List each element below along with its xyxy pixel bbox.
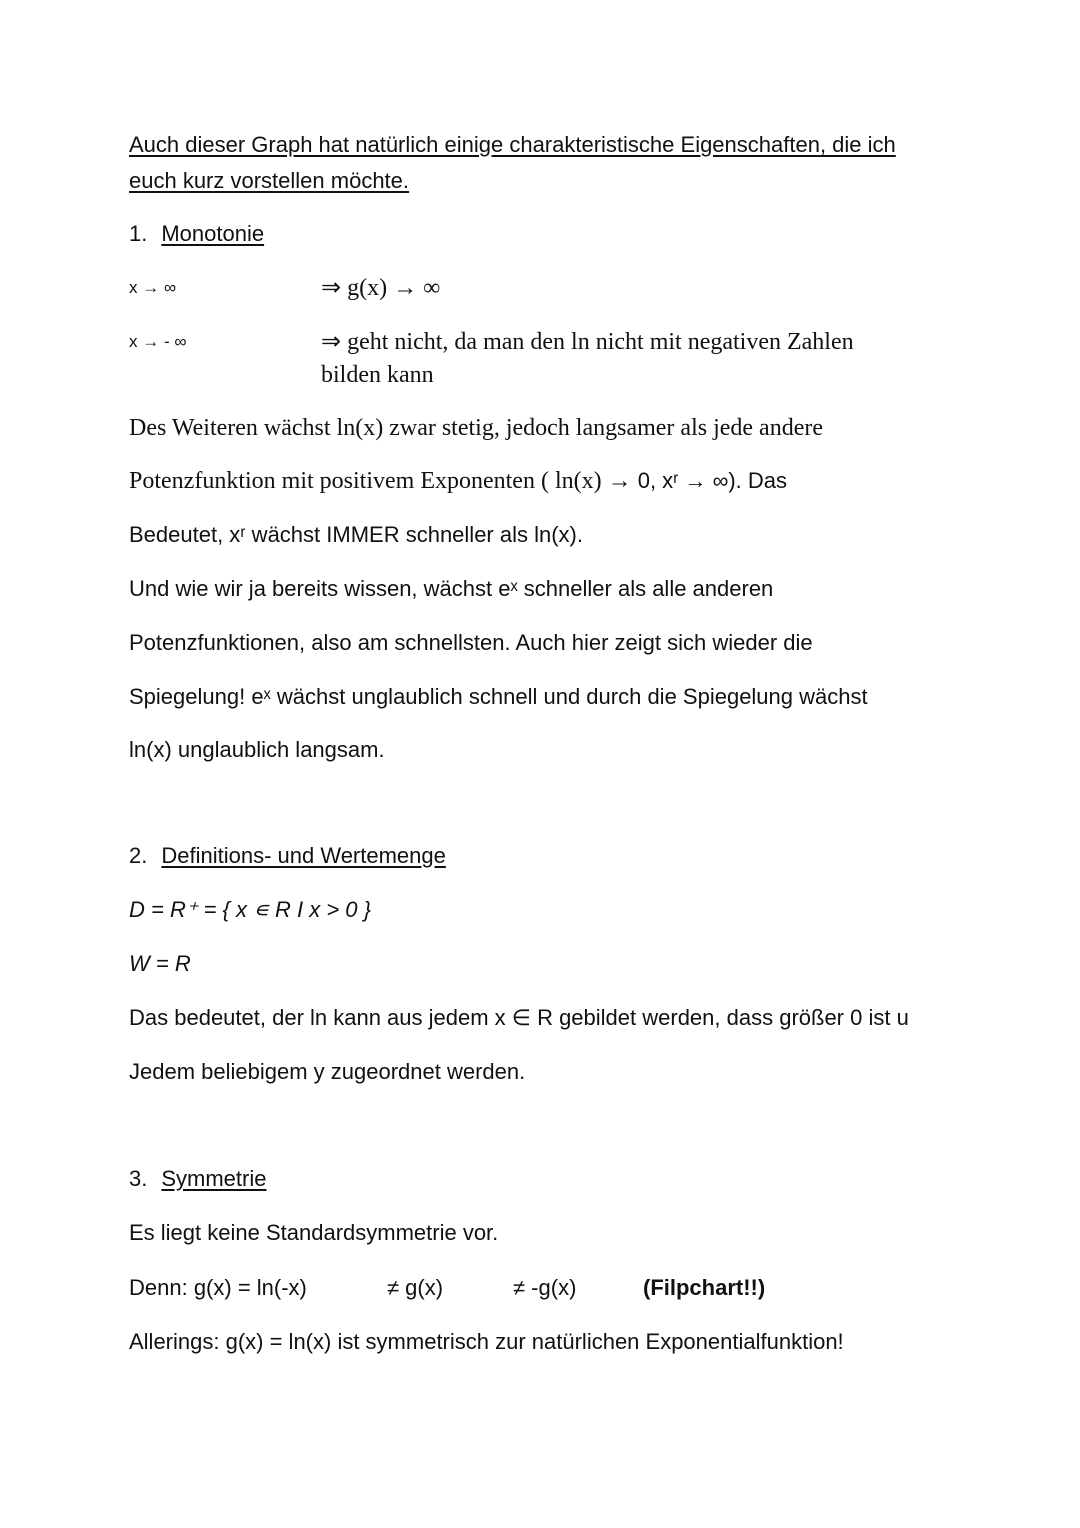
section2-text-line-2: Jedem beliebigem y zugeordnet werden. xyxy=(129,1059,526,1084)
paragraph-line-4: Und wie wir ja bereits wissen, wächst eˣ schneller als alle anderen xyxy=(129,576,774,601)
section-title: Symmetrie xyxy=(161,1166,267,1191)
limit-left-2: x → - ∞ xyxy=(129,332,187,351)
limit-right-2-line-1: ⇒ geht nicht, da man den ln nicht mit negativen Zahlen xyxy=(321,329,854,355)
section-number: 1. xyxy=(129,221,148,246)
intro-line-2: euch kurz vorstellen möchte. xyxy=(129,168,410,193)
paragraph-line-2-serif: Potenzfunktion mit positivem Exponenten ( ln(x) → xyxy=(129,468,632,494)
range-definition: W = R xyxy=(129,951,191,976)
paragraph-line-3: Bedeutet, xʳ wächst IMMER schneller als ln(x). xyxy=(129,522,583,547)
section-number: 3. xyxy=(129,1166,148,1191)
section-heading-monotonie xyxy=(129,216,264,252)
section-number: 2. xyxy=(129,843,148,868)
intro-line-1: Auch dieser Graph hat natürlich einige charakteristische Eigenschaften, die ich xyxy=(129,132,896,157)
section3-text-line-1: Es liegt keine Standardsymmetrie vor. xyxy=(129,1220,499,1245)
section-heading-symmetrie xyxy=(129,1161,266,1197)
paragraph-line-2-sans: 0, xʳ → ∞). Das xyxy=(631,468,788,493)
section-title: Monotonie xyxy=(161,221,265,246)
symmetry-neq-2: ≠ -g(x) xyxy=(513,1275,577,1300)
paragraph-line-1: Des Weiteren wächst ln(x) zwar stetig, jedoch langsamer als jede andere xyxy=(129,415,824,441)
limit-right-1: ⇒ g(x) → ∞ xyxy=(321,275,441,301)
paragraph-line-2 xyxy=(129,463,787,499)
paragraph-line-6: Spiegelung! eˣ wächst unglaublich schnell und durch die Spiegelung wächst xyxy=(129,684,868,709)
section2-text-line-1: Das bedeutet, der ln kann aus jedem x ∈ R gebildet werden, dass größer 0 ist u xyxy=(129,1005,909,1030)
section-title: Definitions- und Wertemenge xyxy=(161,843,446,868)
filpchart-note: (Filpchart!!) xyxy=(643,1275,766,1300)
paragraph-line-5: Potenzfunktionen, also am schnellsten. Auch hier zeigt sich wieder die xyxy=(129,630,813,655)
limit-right-2-line-2: bilden kann xyxy=(321,362,434,388)
limit-left-1: x → ∞ xyxy=(129,278,177,297)
section3-text-line-3: Allerings: g(x) = ln(x) ist symmetrisch zur natürlichen Exponentialfunktion! xyxy=(129,1329,844,1354)
symmetry-denn: Denn: g(x) = ln(-x) xyxy=(129,1275,307,1300)
paragraph-line-7: ln(x) unglaublich langsam. xyxy=(129,737,385,762)
section-heading-definitionsmenge xyxy=(129,838,446,874)
domain-definition: D = R⁺ = { x ∊ R I x > 0 } xyxy=(129,897,371,922)
symmetry-neq-1: ≠ g(x) xyxy=(387,1275,444,1300)
